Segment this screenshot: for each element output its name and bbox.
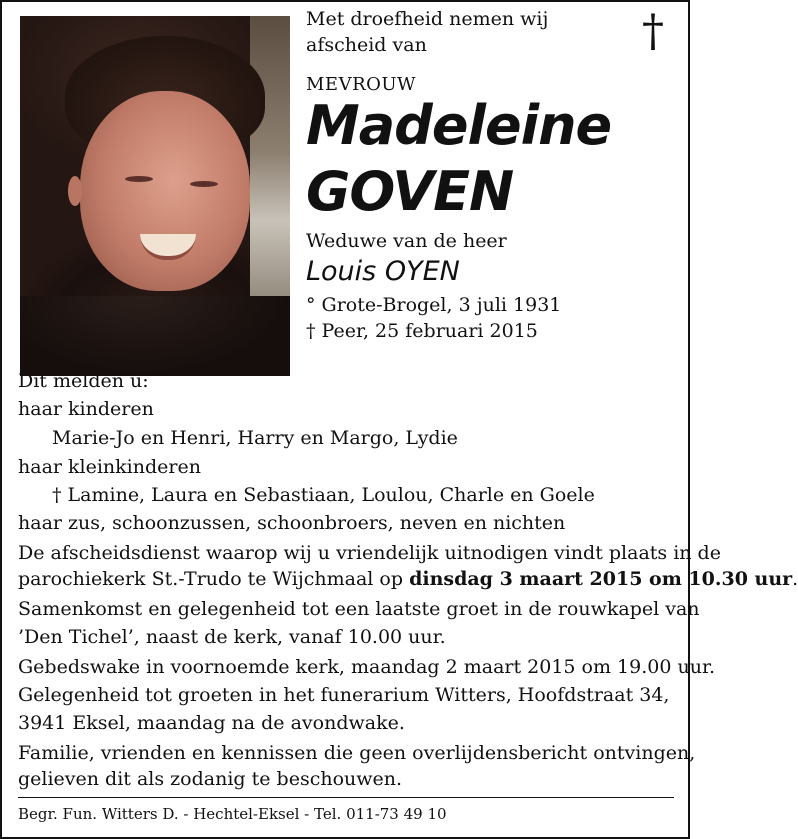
service-date-time: dinsdag 3 maart 2015 om 10.30 uur — [409, 568, 793, 590]
footer-divider — [18, 797, 674, 798]
wake-line: Gebedswake in voornoemde kerk, maandag 2 maart 2015 om 19.00 uur. — [18, 656, 715, 678]
undertaker-info: Begr. Fun. Witters D. - Hechtel-Eksel - Tel. 011-73 49 10 — [18, 805, 447, 823]
spouse-name: Louis OYEN — [306, 256, 460, 287]
notice-line-1: Familie, vrienden en kennissen die geen overlijdensbericht ontvingen, — [18, 742, 696, 764]
intro-line-1: Met droefheid nemen wij — [306, 8, 549, 30]
deceased-first-name: Madeleine — [306, 94, 612, 157]
grandchildren-names: † Lamine, Laura en Sebastiaan, Loulou, Charle en Goele — [52, 484, 595, 506]
greeting-line-2: 3941 Eksel, maandag na de avondwake. — [18, 712, 405, 734]
announce-line: Dit melden u: — [18, 370, 149, 392]
greeting-line-1: Gelegenheid tot groeten in het funerarium Witters, Hoofdstraat 34, — [18, 684, 670, 706]
gathering-line-1: Samenkomst en gelegenheid tot een laatste groet in de rouwkapel van — [18, 598, 700, 620]
service-line-2: parochiekerk St.-Trudo te Wijchmaal op dinsdag 3 maart 2015 om 10.30 uur. — [18, 568, 798, 590]
birth-line: ° Grote-Brogel, 3 juli 1931 — [306, 294, 562, 316]
portrait-photo — [20, 16, 290, 357]
honorific-title: MEVROUW — [306, 74, 417, 95]
children-names: Marie-Jo en Henri, Harry en Margo, Lydie — [52, 427, 458, 449]
service-line-1: De afscheidsdienst waarop wij u vriendelijk uitnodigen vindt plaats in de — [18, 542, 721, 564]
other-relatives: haar zus, schoonzussen, schoonbroers, neven en nichten — [18, 512, 566, 534]
children-label: haar kinderen — [18, 398, 154, 420]
widow-line: Weduwe van de heer — [306, 230, 507, 252]
intro-line-2: afscheid van — [306, 34, 427, 56]
death-line: † Peer, 25 februari 2015 — [306, 320, 538, 342]
cross-icon: † — [642, 6, 664, 57]
notice-line-2: gelieven dit als zodanig te beschouwen. — [18, 768, 403, 790]
gathering-line-2: ’Den Tichel’, naast de kerk, vanaf 10.00 uur. — [18, 626, 446, 648]
deceased-last-name: GOVEN — [306, 160, 514, 223]
grandchildren-label: haar kleinkinderen — [18, 456, 201, 478]
